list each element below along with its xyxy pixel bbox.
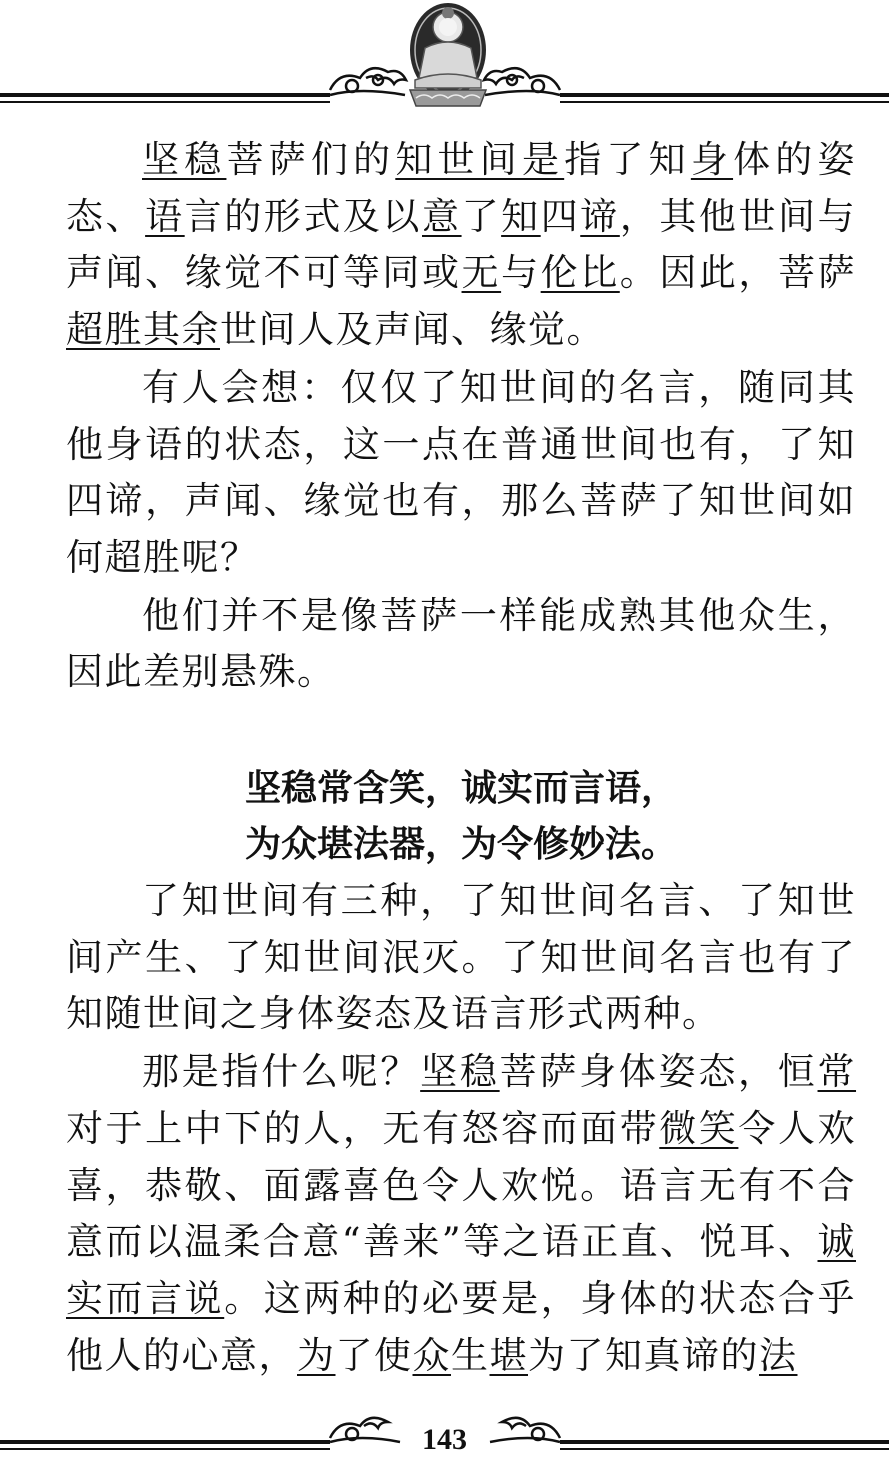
text-run: 与 bbox=[501, 251, 541, 295]
page-body bbox=[66, 132, 856, 1384]
text-run: 他们并不是像菩萨一样能成熟其他众生，因此差别悬殊。 bbox=[66, 593, 856, 694]
text-run: 言的形式及以 bbox=[184, 194, 422, 238]
text-run: 了知世间有三种，了知世间名言、了知世间产生、了知世间泯灭。了知世间名言也有了知随世间之身体姿态及语言形式两种。 bbox=[66, 879, 856, 1036]
text-run: 生 bbox=[451, 1333, 490, 1377]
text-run: 了使 bbox=[335, 1333, 413, 1377]
text-run: 令人欢喜，恭敬、面露喜色令人欢悦。语言无有不合意而以温柔合意“善来”等之语正直、悦耳、 bbox=[66, 1106, 857, 1264]
text-run: 。因此，菩萨 bbox=[619, 251, 857, 295]
underlined-text: 坚稳 bbox=[142, 138, 227, 181]
header-ornament bbox=[0, 0, 889, 115]
underlined-text: 语 bbox=[145, 194, 185, 238]
text-run: 四 bbox=[540, 194, 581, 238]
text-run: 那是指什么呢？ bbox=[142, 1050, 421, 1094]
text-run: 体的姿态、 bbox=[66, 138, 856, 238]
underlined-text: 身 bbox=[690, 138, 734, 181]
header-rule-left bbox=[0, 95, 330, 102]
text-run: 菩萨身体姿态，恒 bbox=[499, 1050, 818, 1094]
underlined-text: 法 bbox=[759, 1333, 798, 1377]
text-run: 有人会想：仅仅了知世间的名言，随同其他身语的状态，这一点在普通世间也有，了知四谛，声闻、缘觉也有，那么菩萨了知世间如何超胜呢？ bbox=[66, 365, 856, 579]
body-paragraph bbox=[66, 132, 856, 359]
header-rule-right bbox=[560, 95, 889, 102]
page-number: 143 bbox=[422, 1423, 467, 1456]
underlined-text: 超胜其余 bbox=[66, 308, 220, 352]
underlined-text: 堪 bbox=[489, 1333, 528, 1377]
underlined-text: 众 bbox=[412, 1333, 451, 1377]
text-run: 指了知 bbox=[564, 138, 691, 181]
underlined-text: 意 bbox=[422, 194, 462, 238]
underlined-text: 为 bbox=[297, 1333, 336, 1377]
verse-line: 为众堪法器，为令修妙法。 bbox=[244, 824, 677, 866]
seated-buddha-icon bbox=[410, 3, 486, 106]
text-run: 了 bbox=[461, 194, 502, 238]
underlined-text: 无 bbox=[461, 251, 502, 295]
verse-line: 坚稳常含笑，诚实而言语， bbox=[244, 768, 677, 810]
text-run: 世间人及声闻、缘觉。 bbox=[220, 308, 605, 352]
underlined-text: 知世间是 bbox=[395, 138, 565, 181]
text-run: 菩萨们的 bbox=[226, 138, 396, 181]
text-run: 。这两种的必要是，身体的状态合乎他人的心意， bbox=[66, 1276, 857, 1377]
cloud-scroll-icon bbox=[330, 68, 406, 95]
underlined-text: 常 bbox=[817, 1050, 857, 1094]
underlined-text: 伦比 bbox=[540, 251, 620, 295]
text-run: 为了知真谛的 bbox=[528, 1333, 759, 1377]
body-text-section-2 bbox=[66, 873, 856, 1384]
underlined-text: 谛 bbox=[580, 194, 620, 238]
underlined-text: 坚稳 bbox=[420, 1050, 500, 1094]
body-paragraph bbox=[66, 1044, 856, 1384]
body-paragraph bbox=[66, 360, 856, 587]
underlined-text: 诚实而言说 bbox=[66, 1220, 856, 1320]
body-paragraph bbox=[66, 588, 856, 701]
text-run: ，其他世间与声闻、缘觉不可等同或 bbox=[66, 194, 857, 295]
text-run: 对于上中下的人，无有怒容而面带 bbox=[66, 1106, 660, 1150]
body-text-section-1 bbox=[66, 132, 856, 701]
underlined-text: 知 bbox=[501, 194, 541, 238]
body-paragraph bbox=[66, 873, 856, 1043]
underlined-text: 微笑 bbox=[659, 1106, 739, 1150]
cloud-scroll-icon bbox=[484, 68, 560, 95]
verse-block bbox=[66, 761, 856, 873]
